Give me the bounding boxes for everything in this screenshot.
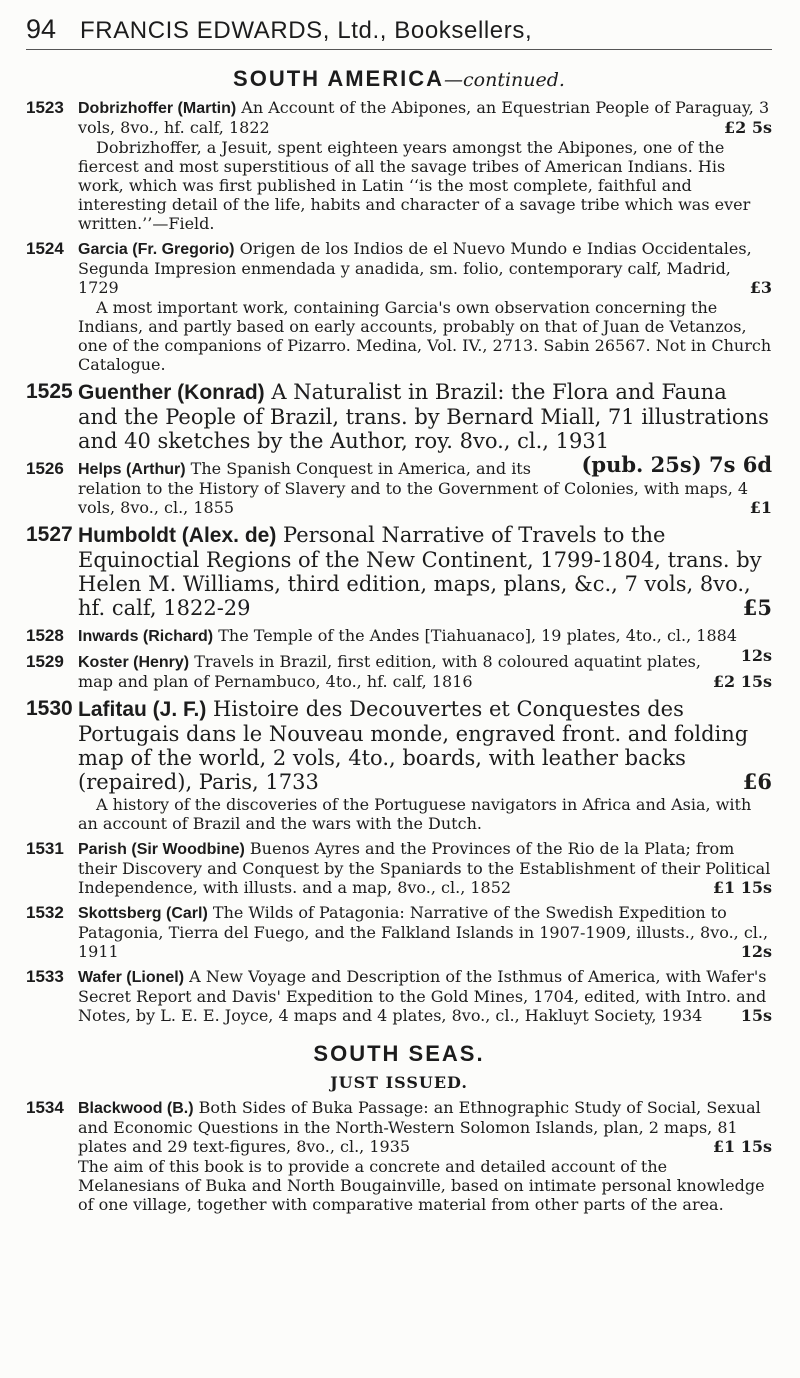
entry-text: Buenos Ayres and the Provinces of the Rio de la Plata; from their Discovery and Conquest by the Spaniards to the Establishment of their Political Independence, with illusts. and a map, 8vo., cl., 1852: [78, 839, 771, 897]
entry-number: 1532: [26, 903, 64, 922]
catalogue-entry: [26, 839, 772, 897]
entry-number: 1526: [26, 459, 64, 478]
entry-text: The Spanish Conquest in America, and its relation to the History of Slavery and to the Government of Colonies, with maps, 4 vols, 8vo., cl., 1855: [78, 459, 749, 517]
catalogue-entry: [26, 967, 772, 1025]
page-number: 94: [26, 14, 57, 44]
entry-price: (pub. 25s) 7s 6d: [581, 452, 772, 477]
entry-price: £5: [742, 595, 772, 620]
entry-price: £3: [749, 278, 772, 297]
catalogue-entry: [26, 652, 772, 691]
entry-author: Skottsberg (Carl): [78, 905, 208, 922]
section-title-text: SOUTH AMERICA: [233, 66, 444, 91]
catalogue-entry: [26, 459, 772, 517]
entry-price: £1 15s: [712, 1137, 772, 1156]
entry-text: Personal Narrative of Travels to the Equinoctial Regions of the New Continent, 1799-1804, trans. by Helen M. Williams, third edition, maps, plans, &c., 7 vols, 8vo., hf. calf, 1822-29: [78, 523, 762, 620]
entry-text: The Wilds of Patagonia: Narrative of the Swedish Expedition to Patagonia, Tierra del Fuego, and the Falkland Islands in 1907-1909, illusts., 8vo., cl., 1911: [78, 903, 769, 961]
entry-number: 1527: [26, 523, 73, 546]
entry-author: Parish (Sir Woodbine): [78, 841, 245, 858]
entry-body: [78, 903, 772, 961]
entry-body: [78, 652, 772, 691]
entry-text: The Temple of the Andes [Tiahuanaco], 19 plates, 4to., cl., 1884: [218, 626, 738, 645]
entry-author: Blackwood (B.): [78, 1100, 194, 1117]
entry-author: Humboldt (Alex. de): [78, 524, 277, 547]
entry-price: 12s: [740, 942, 772, 961]
catalogue-entry: [26, 523, 772, 620]
entry-price: £6: [742, 769, 772, 794]
entry-number: 1529: [26, 652, 64, 671]
entry-price: £2 15s: [712, 672, 772, 691]
entry-author: Helps (Arthur): [78, 461, 186, 478]
entry-number: 1533: [26, 967, 64, 986]
entry-number: 1530: [26, 697, 73, 720]
entry-price: £1 15s: [712, 878, 772, 897]
entry-author: Dobrizhoffer (Martin): [78, 100, 237, 117]
entry-note: The aim of this book is to provide a concrete and detailed account of the Melanesians of Buka and North Bougainville, based on intimate personal knowledge of one village, together with comparative material from other parts of the area.: [78, 1157, 765, 1214]
entry-author: Wafer (Lionel): [78, 969, 185, 986]
entry-body: [78, 98, 772, 137]
entry-text: Origen de los Indios de el Nuevo Mundo e Indias Occidentales, Segunda Impresion enmendada y anadida, sm. folio, contemporary calf, Madrid, 1729: [78, 239, 752, 297]
entry-text: Both Sides of Buka Passage: an Ethnographic Study of Social, Sexual and Economic Questions in the North-Western Solomon Islands, plan, 2 maps, 81 plates and 29 text-figures, 8vo., cl., 1935: [78, 1098, 761, 1156]
entry-author: Lafitau (J. F.): [78, 698, 207, 721]
entry-body: [78, 239, 772, 297]
entry-number: 1525: [26, 380, 73, 403]
entry-price: £2 5s: [724, 118, 772, 137]
entry-author: Guenther (Konrad): [78, 381, 265, 404]
entry-author: Garcia (Fr. Gregorio): [78, 241, 235, 258]
entry-body: [78, 967, 772, 1025]
entry-note: A history of the discoveries of the Portuguese navigators in Africa and Asia, with an account of Brazil and the wars with the Dutch.: [78, 795, 752, 833]
entry-text: A Naturalist in Brazil: the Flora and Fauna and the People of Brazil, trans. by Bernard Miall, 71 illustrations and 40 sketches by the Author, roy. 8vo., cl., 1931: [78, 380, 769, 453]
entry-author: Inwards (Richard): [78, 628, 214, 645]
entry-text: Travels in Brazil, first edition, with 8 coloured aquatint plates, map and plan of Pernambuco, 4to., hf. calf, 1816: [78, 652, 701, 691]
entry-body: [78, 523, 772, 620]
entry-body: [78, 839, 772, 897]
entry-body: [78, 1098, 772, 1156]
entry-number: 1528: [26, 626, 64, 645]
entry-text: Histoire des Decouvertes et Conquestes des Portugais dans le Nouveau monde, engraved front. and folding map of the world, 2 vols, 4to., boards, with leather backs (repaired), Paris, 1733: [78, 697, 749, 794]
catalogue-entry: [26, 239, 772, 374]
entry-author: Koster (Henry): [78, 654, 190, 671]
entry-number: 1523: [26, 98, 64, 117]
section-title-text: SOUTH SEAS.: [313, 1041, 485, 1066]
catalogue-entry: [26, 697, 772, 833]
sub-heading: JUST ISSUED.: [330, 1073, 468, 1092]
entry-text: An Account of the Abipones, an Equestrian People of Paraguay, 3 vols, 8vo., hf. calf, 1822: [78, 98, 770, 137]
running-title: FRANCIS EDWARDS, Ltd., Booksellers,: [80, 17, 533, 44]
entry-note: A most important work, containing Garcia's own observation concerning the Indians, and partly based on early accounts, probably on that of Juan de Vetanzos, one of the companions of Pizarro. Medina, Vol. IV., 2713. Sabin 26567. Not in Church Catalogue.: [78, 298, 772, 374]
catalogue-entry: [26, 98, 772, 233]
entry-note: Dobrizhoffer, a Jesuit, spent eighteen years amongst the Abipones, one of the fiercest and most superstitious of all the savage tribes of American Indians. His work, which was first published in Latin ‘‘is the most complete, faithful and interesting detail of the life, habits and character of a savage tribe which was ever written.’’—Field.: [78, 138, 751, 233]
entry-body: [78, 459, 772, 517]
catalogue-entry: [26, 1098, 772, 1214]
entry-body: [78, 697, 772, 794]
catalogue-entry: [26, 903, 772, 961]
section-title-south-america: [26, 66, 772, 92]
section-title-south-seas: [26, 1041, 772, 1067]
entry-text: A New Voyage and Description of the Isthmus of America, with Wafer's Secret Report and Davis' Expedition to the Gold Mines, 1704, edited, with Intro. and Notes, by L. E. E. Joyce, 4 maps and 4 plates, 8vo., cl., Hakluyt Society, 1934: [78, 967, 767, 1025]
running-head: [26, 14, 772, 50]
entry-price: £1: [749, 498, 772, 517]
entry-number: 1524: [26, 239, 64, 258]
entry-number: 1531: [26, 839, 64, 858]
entry-number: 1534: [26, 1098, 64, 1117]
entry-price: 15s: [740, 1006, 772, 1025]
entry-price: 12s: [740, 646, 772, 665]
section-subtitle: —continued.: [444, 69, 565, 91]
